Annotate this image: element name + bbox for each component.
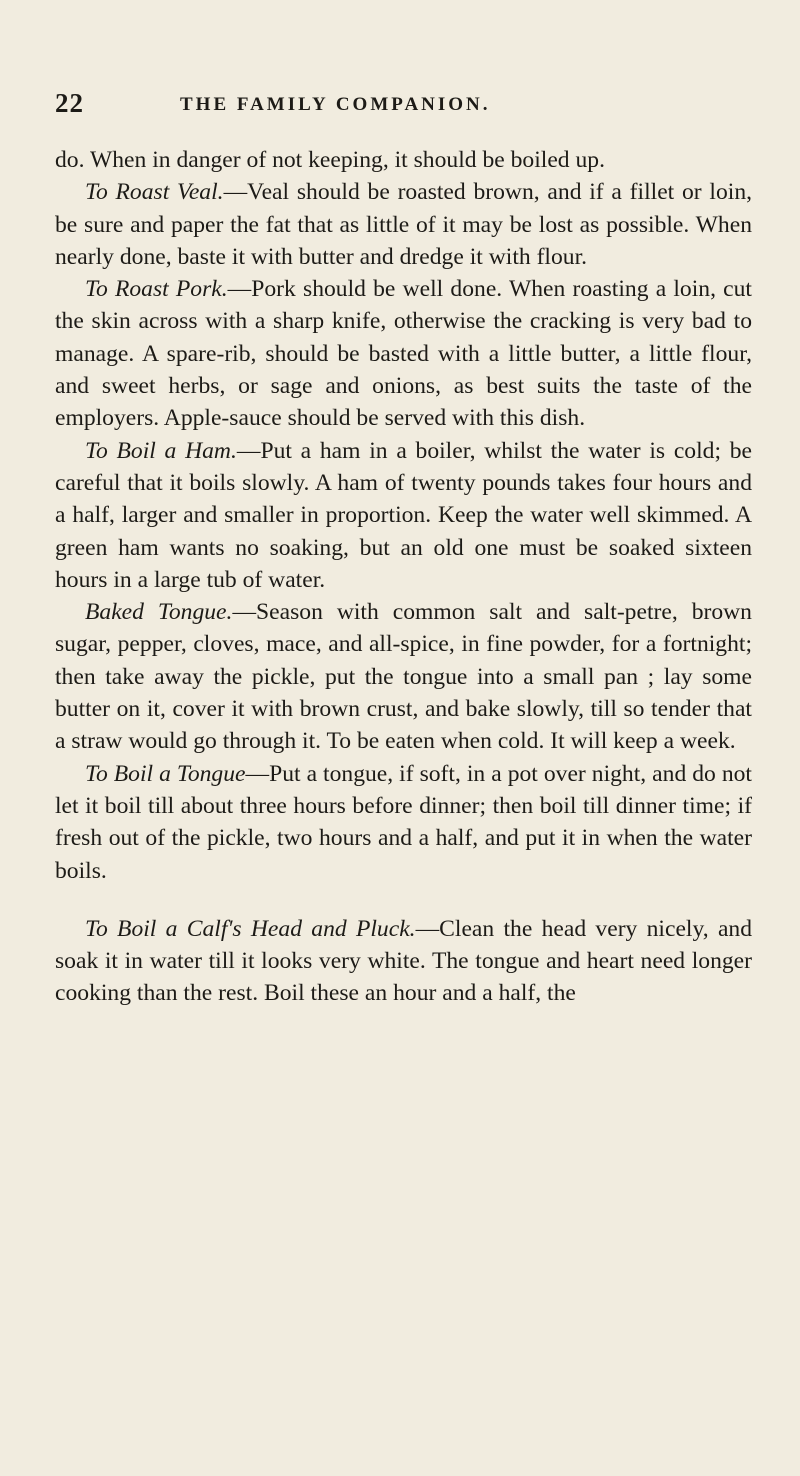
page-number: 22 xyxy=(55,88,84,118)
recipe-roast-veal xyxy=(55,176,752,273)
recipe-text: —Season with common salt and salt-petre, brown sugar, pepper, cloves, mace, and all-spice, in fine powder, for a fortnight; then take away the pickle, put the tongue into a small pan ; lay some butter on it, cover it with brown crust, and bake slowly, till so tender that a straw would go through it. To be eaten when cold. It will keep a week. xyxy=(55,599,752,755)
recipe-baked-tongue xyxy=(55,596,752,757)
recipe-text: —Pork should be well done. When roasting a loin, cut the skin across with a sharp knife, otherwise the cracking is very bad to manage. A spare-rib, should be basted with a little butter, a little flour, and sweet herbs, or sage and onions, as best suits the taste of the employers. Apple-sauce should be served with this dish. xyxy=(55,276,752,432)
recipe-text: —Clean the head very nicely, and soak it in water till it looks very white. The tongue and heart need longer cooking than the rest. Boil these an hour and a half, the xyxy=(55,915,753,1007)
running-head: THE FAMILY COMPANION. xyxy=(180,94,491,115)
recipe-heading: To Boil a Calf's Head and Pluck. xyxy=(85,915,416,942)
recipe-heading: To Boil a Ham. xyxy=(85,437,237,464)
recipe-heading: To Boil a Tongue xyxy=(85,760,246,787)
continuation-paragraph xyxy=(55,144,752,176)
page-header xyxy=(55,88,752,128)
body-text xyxy=(55,144,752,1010)
recipe-boil-ham xyxy=(55,435,752,596)
recipe-text: —Veal should be roasted brown, and if a fillet or loin, be sure and paper the fat that as little of it may be lost as possible. When nearly done, baste it with butter and dredge it with flour. xyxy=(55,179,753,270)
paragraph-text: do. When in danger of not keeping, it should be boiled up. xyxy=(55,147,605,173)
recipe-roast-pork xyxy=(55,273,752,434)
recipe-text: —Put a tongue, if soft, in a pot over night, and do not let it boil till about three hours before dinner; then boil till dinner time; if fresh out of the pickle, two hours and a half, and put it in when the water boils. xyxy=(55,760,752,884)
recipe-heading: To Roast Pork. xyxy=(85,276,228,303)
recipe-heading: Baked Tongue. xyxy=(85,599,233,626)
recipe-text: —Put a ham in a boiler, whilst the water is cold; be careful that it boils slowly. A ham of twenty pounds takes four hours and a half, larger and smaller in proportion. Keep the water well skimmed. A green ham wants no soaking, but an old one must be soaked sixteen hours in a large tub of water. xyxy=(55,437,753,593)
recipe-heading: To Roast Veal. xyxy=(85,179,224,206)
recipe-calfs-head xyxy=(55,913,752,1010)
recipe-boil-tongue xyxy=(55,758,752,887)
